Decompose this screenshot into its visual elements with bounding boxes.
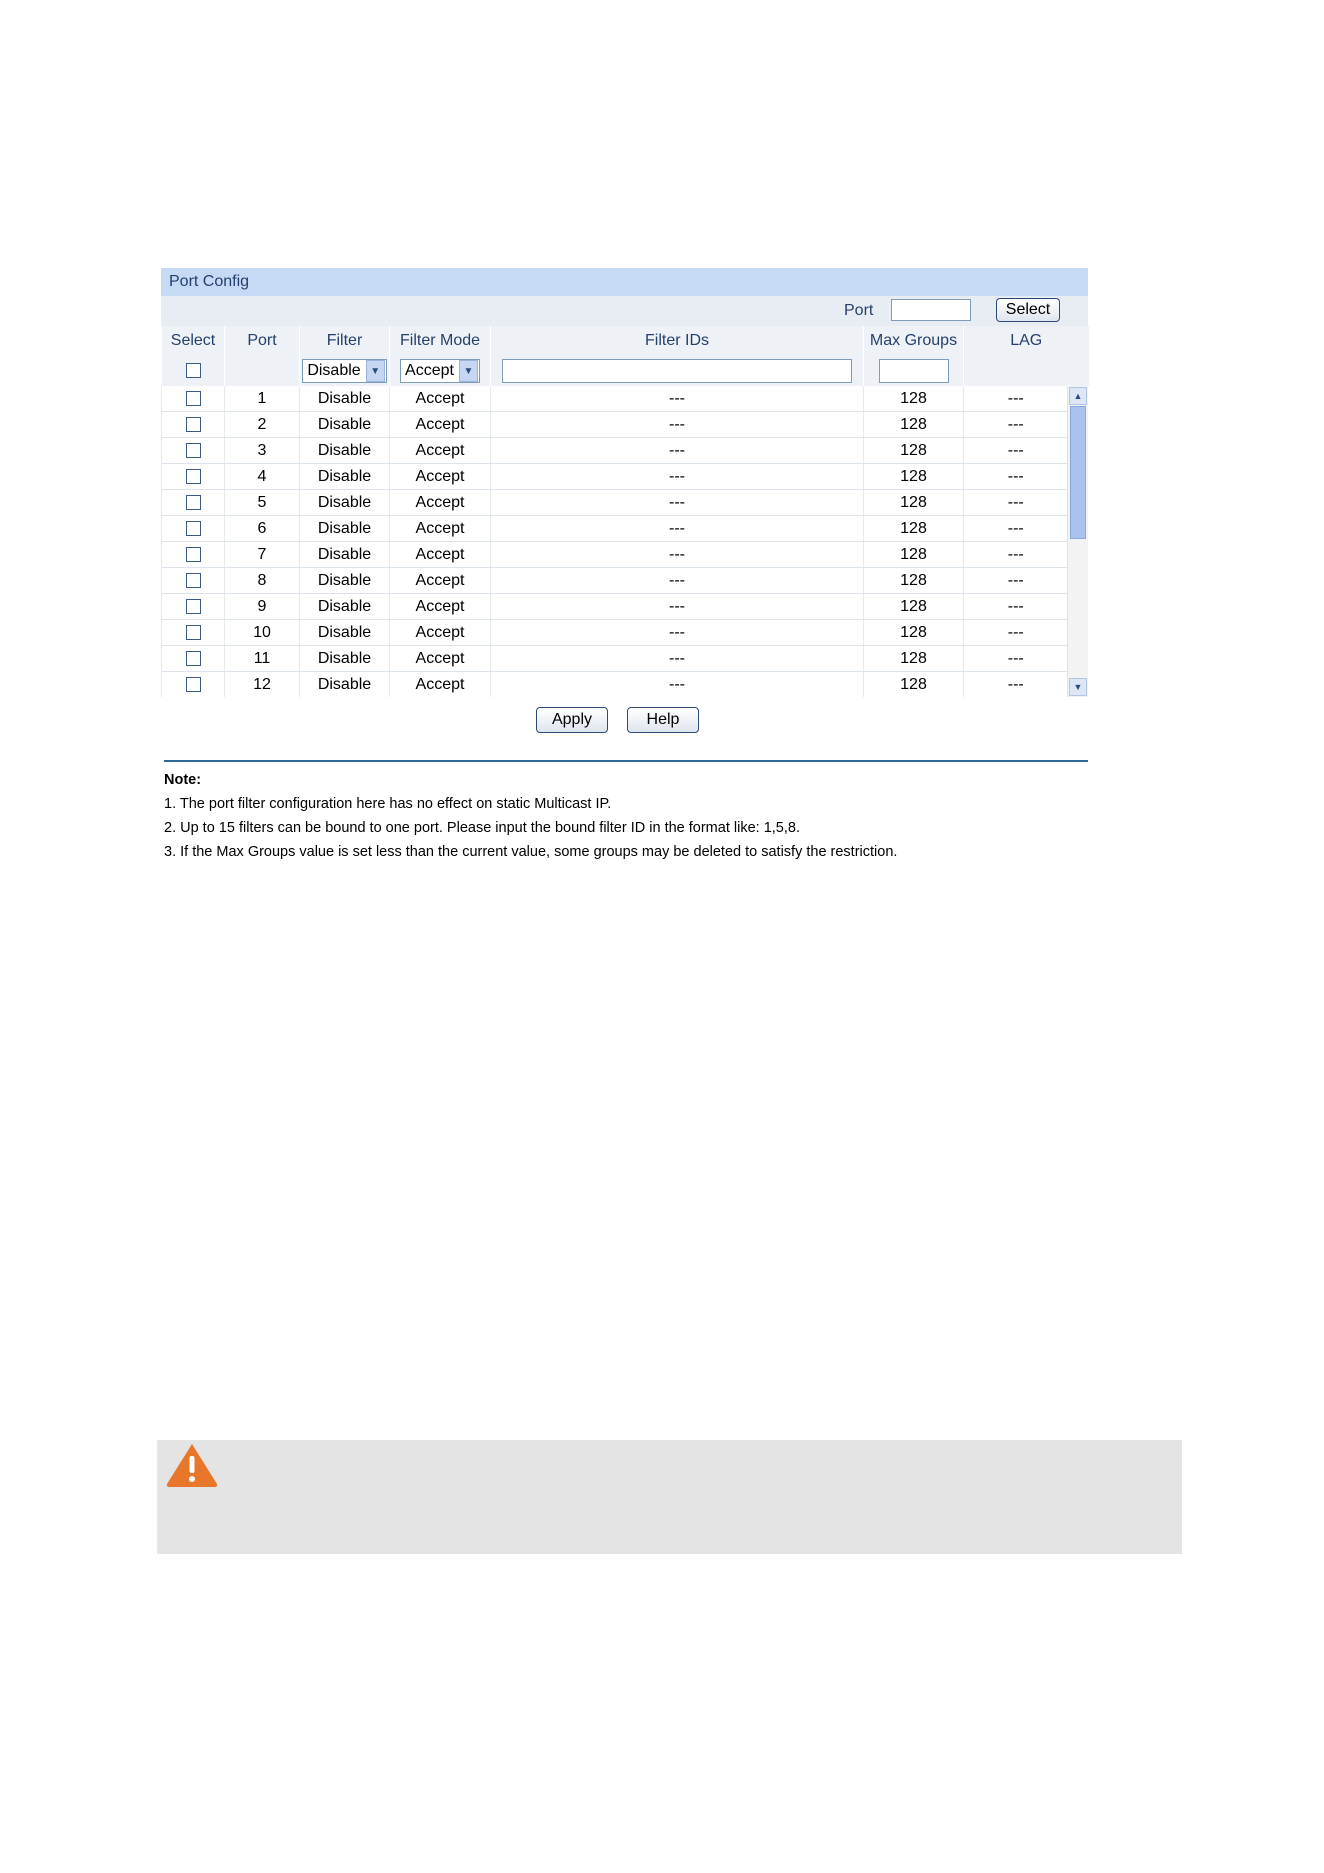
select-button[interactable]: Select [996,298,1060,322]
caution-box [157,1440,1182,1554]
row-max-groups: 128 [864,672,964,698]
row-filter-ids: --- [491,412,864,438]
row-filter: Disable [300,412,390,438]
row-checkbox[interactable] [186,495,201,510]
row-max-groups: 128 [864,464,964,490]
row-filter: Disable [300,438,390,464]
row-filter-ids: --- [491,386,864,412]
row-filter: Disable [300,490,390,516]
row-max-groups: 128 [864,568,964,594]
row-filter-mode: Accept [390,646,491,672]
note-line: 2. Up to 15 filters can be bound to one port. Please input the bound filter ID in the format like: 1,5,8. [164,820,800,836]
row-filter-ids: --- [491,672,864,698]
table-header [161,326,1089,386]
row-filter: Disable [300,386,390,412]
table-row[interactable] [162,672,1068,698]
row-port: 10 [225,620,300,646]
row-filter-ids: --- [491,542,864,568]
row-checkbox[interactable] [186,391,201,406]
table-row[interactable] [162,646,1068,672]
batch-edit-row [162,356,1089,386]
row-filter-mode: Accept [390,542,491,568]
row-filter-ids: --- [491,568,864,594]
filter-ids-input[interactable] [502,359,852,383]
row-filter-mode: Accept [390,412,491,438]
row-filter: Disable [300,464,390,490]
row-filter-mode: Accept [390,438,491,464]
port-input[interactable] [891,299,971,321]
row-checkbox[interactable] [186,469,201,484]
row-lag: --- [964,594,1068,620]
row-checkbox[interactable] [186,599,201,614]
table-row[interactable] [162,620,1068,646]
row-filter-ids: --- [491,490,864,516]
row-lag: --- [964,542,1068,568]
row-lag: --- [964,620,1068,646]
col-filter-mode: Filter Mode [390,326,491,356]
table-row[interactable] [162,568,1068,594]
row-checkbox[interactable] [186,547,201,562]
col-filter: Filter [300,326,390,356]
row-filter-ids: --- [491,516,864,542]
row-max-groups: 128 [864,412,964,438]
note-line: 3. If the Max Groups value is set less than the current value, some groups may be deleted to satisfy the restriction. [164,844,898,860]
note-line: 1. The port filter configuration here has no effect on static Multicast IP. [164,796,612,812]
table-row[interactable] [162,412,1068,438]
apply-button[interactable]: Apply [536,707,608,733]
filter-mode-select[interactable]: Accept ▼ [400,359,480,383]
port-config-panel [161,268,1088,742]
table-scrollbar[interactable] [1067,386,1088,697]
row-lag: --- [964,386,1068,412]
row-max-groups: 128 [864,516,964,542]
row-filter: Disable [300,620,390,646]
row-lag: --- [964,464,1068,490]
chevron-down-icon: ▼ [459,360,478,382]
row-port: 2 [225,412,300,438]
port-label: Port [844,302,874,319]
row-port: 11 [225,646,300,672]
row-filter-ids: --- [491,464,864,490]
row-filter-mode: Accept [390,516,491,542]
table-row[interactable] [162,386,1068,412]
row-filter: Disable [300,672,390,698]
table-row[interactable] [162,516,1068,542]
row-checkbox[interactable] [186,443,201,458]
row-port: 4 [225,464,300,490]
action-bar [161,697,1088,742]
scroll-up-icon[interactable]: ▲ [1069,387,1087,405]
row-max-groups: 128 [864,542,964,568]
row-port: 3 [225,438,300,464]
note-divider [164,760,1088,762]
row-port: 5 [225,490,300,516]
table-row[interactable] [162,542,1068,568]
row-lag: --- [964,516,1068,542]
max-groups-input[interactable] [879,359,949,383]
port-search-bar [161,296,1088,326]
row-filter-ids: --- [491,594,864,620]
row-port: 8 [225,568,300,594]
row-max-groups: 128 [864,386,964,412]
row-filter: Disable [300,594,390,620]
row-port: 7 [225,542,300,568]
filter-select[interactable]: Disable ▼ [302,359,386,383]
row-filter-mode: Accept [390,594,491,620]
row-filter-mode: Accept [390,672,491,698]
row-lag: --- [964,672,1068,698]
row-lag: --- [964,646,1068,672]
note-title: Note: [164,772,202,788]
row-max-groups: 128 [864,646,964,672]
row-filter: Disable [300,516,390,542]
warning-icon [163,1440,221,1490]
row-lag: --- [964,568,1068,594]
row-filter: Disable [300,542,390,568]
table-row[interactable] [162,594,1068,620]
row-filter-mode: Accept [390,490,491,516]
row-port: 9 [225,594,300,620]
row-max-groups: 128 [864,594,964,620]
row-filter-ids: --- [491,620,864,646]
row-port: 1 [225,386,300,412]
row-checkbox[interactable] [186,521,201,536]
row-lag: --- [964,490,1068,516]
note-section [164,768,1084,864]
table-row[interactable] [162,438,1068,464]
row-filter-mode: Accept [390,568,491,594]
row-filter-mode: Accept [390,464,491,490]
row-checkbox[interactable] [186,651,201,666]
row-filter: Disable [300,646,390,672]
port-rows-table [161,386,1068,697]
select-all-checkbox[interactable] [186,363,201,378]
row-max-groups: 128 [864,490,964,516]
row-port: 12 [225,672,300,698]
row-checkbox[interactable] [186,625,201,640]
chevron-down-icon: ▼ [366,360,385,382]
col-lag: LAG [964,326,1089,356]
row-checkbox[interactable] [186,677,201,692]
row-checkbox[interactable] [186,573,201,588]
table-row[interactable] [162,490,1068,516]
row-lag: --- [964,412,1068,438]
scroll-down-icon[interactable]: ▼ [1069,678,1087,696]
col-filter-ids: Filter IDs [491,326,864,356]
row-port: 6 [225,516,300,542]
row-checkbox[interactable] [186,417,201,432]
table-body [161,386,1088,697]
row-lag: --- [964,438,1068,464]
table-row[interactable] [162,464,1068,490]
col-max-groups: Max Groups [864,326,964,356]
row-filter: Disable [300,568,390,594]
scroll-thumb[interactable] [1070,406,1086,539]
panel-title: Port Config [161,268,1088,296]
row-filter-mode: Accept [390,620,491,646]
row-filter-ids: --- [491,646,864,672]
row-max-groups: 128 [864,438,964,464]
col-port: Port [225,326,300,356]
row-filter-mode: Accept [390,386,491,412]
help-button[interactable]: Help [627,707,699,733]
col-select: Select [162,326,225,356]
row-max-groups: 128 [864,620,964,646]
row-filter-ids: --- [491,438,864,464]
